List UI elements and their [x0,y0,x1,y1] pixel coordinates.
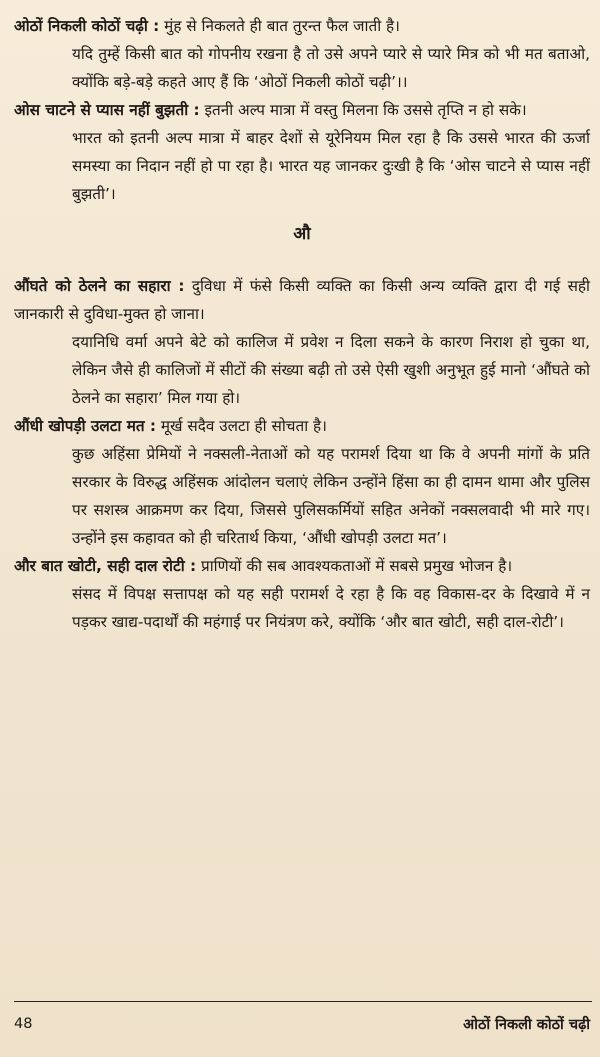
proverb-example: कुछ अहिंसा प्रेमियों ने नक्सली-नेताओं को यह परामर्श दिया था कि वे अपनी मांगों के प्रति सरकार के विरुद्ध अहिंसक आंदोलन चलाएं लेकिन उन्होंने हिंसा का ही दामन थामा और पुलिस पर सशस्त्र आक्रमण कर दिया, जिससे पुलिसकर्मियों सहित अनेकों नक्सलवादी भी मारे गए। उन्होंने इस कहावत को ही चरितार्थ किया, ‘औंधी खोपड़ी उलटा मत’। [72,445,590,547]
entry-definition [14,552,590,580]
proverb-headword: और बात खोटी, सही दाल रोटी : [14,557,197,575]
proverb-entry-1 [14,12,590,96]
proverb-example: यदि तुम्हें किसी बात को गोपनीय रखना है तो उसे अपने प्यारे से प्यारे मित्र को भी मत बताओ, क्योंकि बड़े-बड़े कहते आए हैं कि ‘ओठों निकली कोठों चढ़ी’।। [72,45,590,91]
proverb-meaning: प्राणियों की सब आवश्यकताओं में सबसे प्रमुख भोजन है। [196,557,513,575]
page-number: 48 [14,1016,33,1032]
proverb-example: संसद में विपक्ष सत्तापक्ष को यह सही परामर्श दे रहा है कि वह विकास-दर के दिखावे में न पड़कर खाद्य-पदार्थों की महंगाई पर नियंत्रण करे, क्योंकि ‘और बात खोटी, सही दाल-रोटी’। [72,585,590,631]
proverb-headword: ओठों निकली कोठों चढ़ी : [14,17,160,35]
section-letter-heading: औ [293,224,311,244]
proverb-entry-3 [14,272,590,412]
proverb-headword: औंघते को ठेलने का सहारा : [14,277,185,295]
proverb-entry-4 [14,412,590,552]
proverb-entry-2 [14,96,590,208]
entry-definition [14,412,590,440]
proverb-meaning: मूर्ख सदैव उलटा ही सोचता है। [156,417,327,435]
proverb-headword: ओस चाटने से प्यास नहीं बुझती : [14,101,200,119]
running-head: ओठों निकली कोठों चढ़ी [463,1017,590,1033]
proverb-example: भारत को इतनी अल्प मात्रा में बाहर देशों से यूरेनियम मिल रहा है कि उससे भारत की ऊर्जा समस्या का निदान नहीं हो पा रहा है। भारत यह जानकर दुःखी है कि ‘ओस चाटने से प्यास नहीं बुझती’। [72,129,590,203]
proverb-meaning: मुंह से निकलते ही बात तुरन्त फैल जाती है। [159,17,400,35]
proverb-meaning: दुविधा में फंसे किसी व्यक्ति का किसी अन्य व्यक्ति द्वारा दी गई सही जानकारी से दुविधा-मुक्त हो जाना। [14,277,590,323]
proverb-example: दयानिधि वर्मा अपने बेटे को कालिज में प्रवेश न दिला सकने के कारण निराश हो चुका था, लेकिन जैसे ही कालिजों में सीटों की संख्या बढ़ी तो उसे ऐसी खुशी अनुभूत हुई मानो ‘औंघते को ठेलने का सहारा’ मिल गया हो। [72,333,590,407]
entry-definition [14,272,590,328]
page-footer [14,1011,590,1037]
footer-divider [14,1001,592,1002]
proverb-entry-5 [14,552,590,636]
entry-definition [14,96,590,124]
entry-definition [14,12,590,40]
proverb-meaning: इतनी अल्प मात्रा में वस्तु मिलना कि उससे तृप्ति न हो सके। [199,101,527,119]
proverb-headword: औंधी खोपड़ी उलटा मत : [14,417,157,435]
